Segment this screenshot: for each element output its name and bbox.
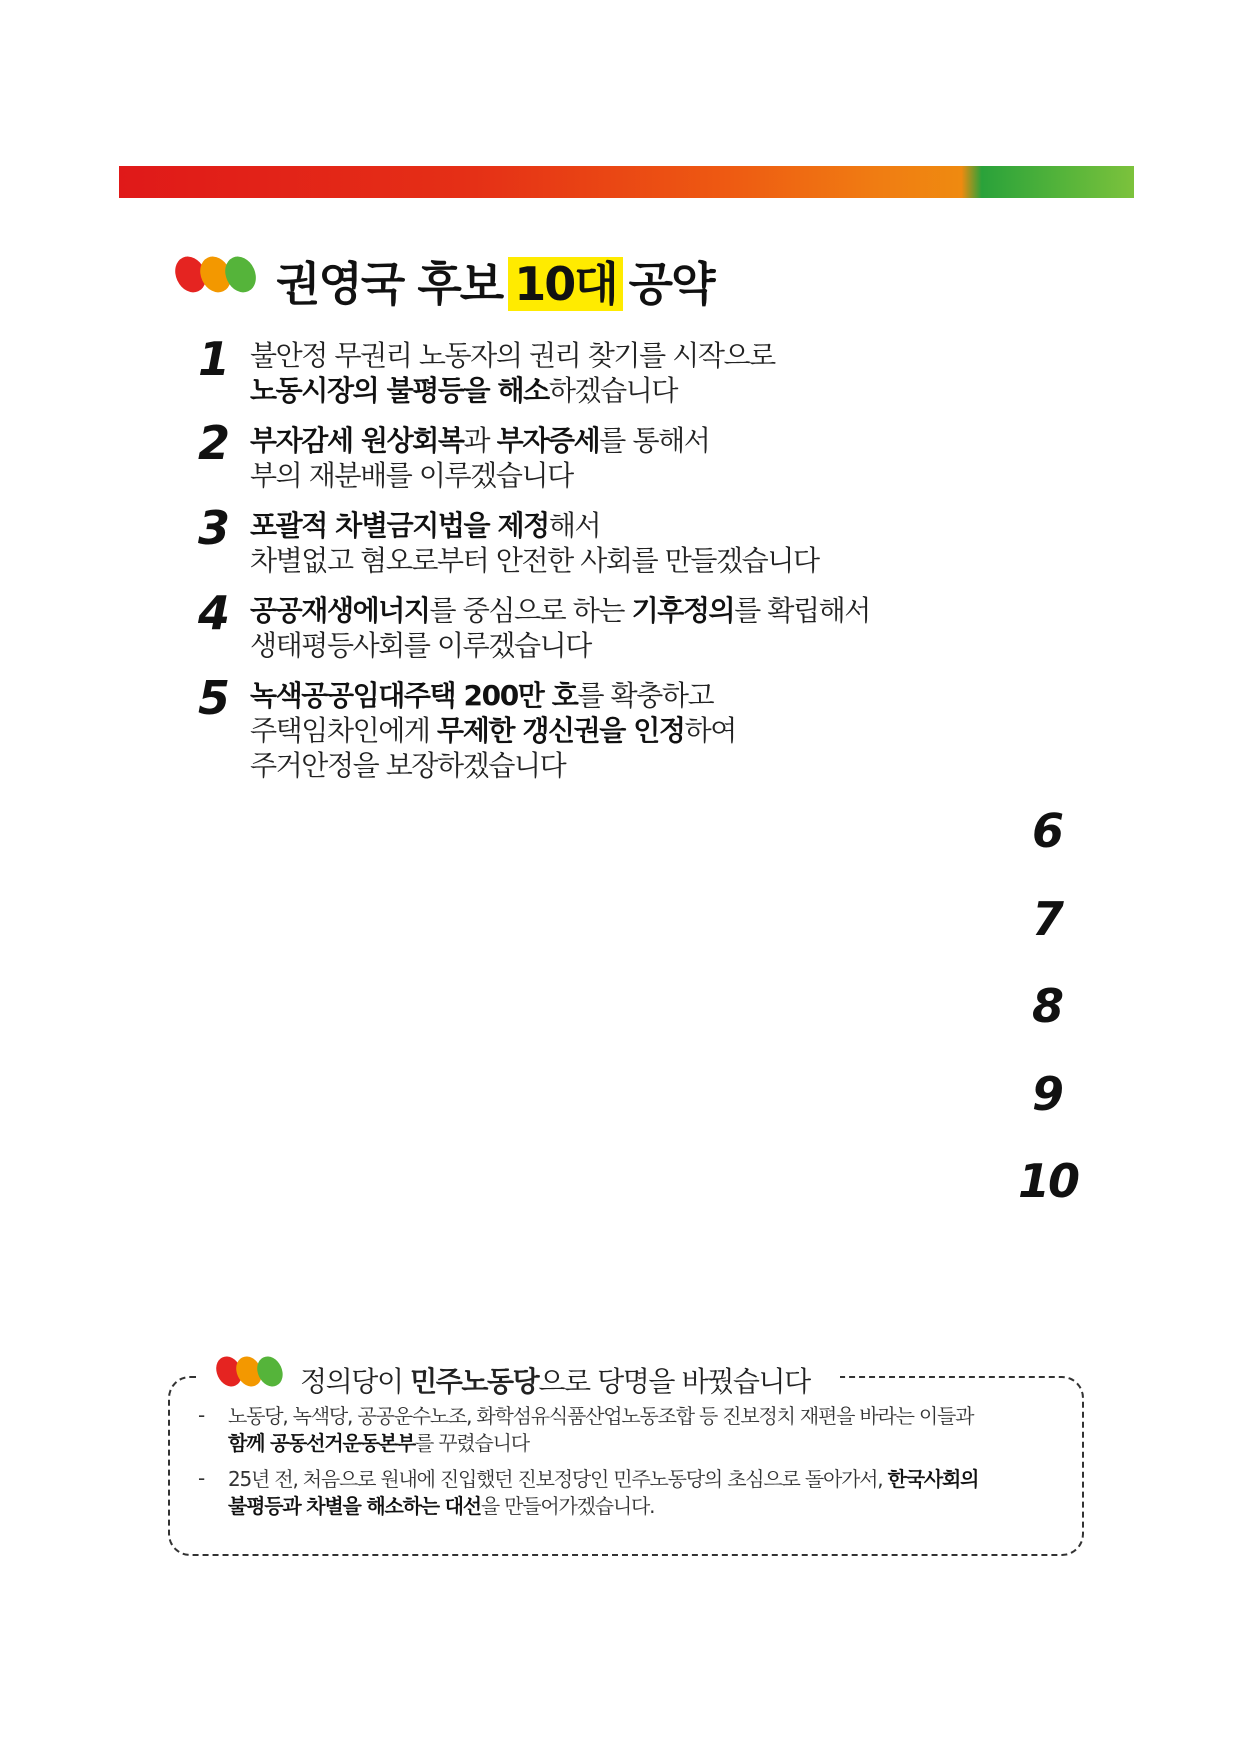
body-text: 을 만들어가겠습니다.	[480, 1494, 655, 1518]
body-text: 하겠습니다	[548, 374, 678, 407]
body-text: 하여	[684, 714, 736, 747]
body-text: 노동당, 녹색당, 공공운수노조, 화학섬유식품산업노동조합 등 진보정치 재편을 바라는 이들과	[228, 1404, 974, 1428]
pledge-text	[250, 593, 870, 663]
body-text: 정의당이	[300, 1365, 411, 1398]
pledge-number: 2	[198, 416, 229, 470]
emphasis-text: 한국사회의	[887, 1467, 979, 1491]
pledge-number: 3	[198, 501, 229, 555]
emphasis-text: 불평등과 차별을 해소하는 대선	[228, 1494, 481, 1518]
pledge-text	[250, 508, 819, 578]
emphasis-text: 함께 공동선거운동본부	[228, 1431, 415, 1455]
bullet-line	[228, 1403, 973, 1430]
emphasis-text: 녹색공공임대주택 200만 호	[250, 679, 578, 712]
body-text: 생태평등사회를 이루겠습니다	[250, 629, 591, 662]
emphasis-text: 포괄적 차별금지법을 제정	[250, 509, 549, 542]
bullet-line	[228, 1493, 978, 1520]
emphasis-text: 공공재생에너지	[250, 594, 430, 627]
pledge-line	[250, 423, 709, 458]
emphasis-text: 민주노동당	[410, 1365, 539, 1398]
body-text: 25년 전, 처음으로 원내에 진입했던 진보정당인 민주노동당의 초심으로 돌아가서,	[228, 1467, 888, 1491]
body-text: 주거안정을 보장하겠습니다	[250, 749, 566, 782]
pledge-text	[250, 423, 709, 493]
pledge-line	[250, 338, 775, 373]
pledge-line	[250, 593, 870, 628]
emphasis-text: 부자증세	[496, 424, 600, 457]
emphasis-text: 기후정의	[631, 594, 735, 627]
notice-bullet	[228, 1466, 978, 1520]
pledge-number: 5	[198, 671, 229, 725]
pledge-line	[250, 508, 819, 543]
pledge-text	[250, 678, 736, 783]
party-dots-icon	[176, 256, 256, 296]
pledge-line	[250, 713, 736, 748]
body-text: 를 확립해서	[734, 594, 870, 627]
bullet-line	[228, 1430, 973, 1457]
notice-bullet	[228, 1403, 973, 1457]
title-prefix: 권영국 후보	[276, 257, 503, 311]
pledge-number: 7	[1032, 892, 1063, 946]
bullet-dash: -	[198, 1466, 206, 1490]
body-text: 차별없고 혐오로부터 안전한 사회를 만들겠습니다	[250, 544, 819, 577]
body-text: 를 확충하고	[577, 679, 714, 712]
pledge-number: 10	[1018, 1154, 1079, 1208]
body-text: 해서	[548, 509, 601, 542]
body-text: 주택임차인에게	[250, 714, 438, 747]
bullet-dash: -	[198, 1403, 206, 1427]
emphasis-text: 무제한 갱신권을 인정	[437, 714, 685, 747]
notice-title	[300, 1360, 810, 1400]
pledge-line	[250, 678, 736, 713]
pledge-line	[250, 543, 819, 578]
pledge-number: 6	[1032, 804, 1063, 858]
body-text: 를 중심으로 하는	[429, 594, 632, 627]
emphasis-text: 부자감세 원상회복	[250, 424, 464, 457]
pledge-number: 9	[1032, 1067, 1063, 1121]
emphasis-text: 노동시장의 불평등을 해소	[250, 374, 549, 407]
body-text: 를 꾸렸습니다	[414, 1431, 529, 1455]
pledge-line	[250, 628, 870, 663]
title-suffix: 공약	[628, 257, 714, 311]
title-highlight: 10대	[508, 257, 622, 311]
party-dot	[252, 1352, 287, 1390]
body-text: 불안정 무권리 노동자의 권리 찾기를 시작으로	[250, 339, 775, 372]
body-text: 를 통해서	[599, 424, 710, 457]
pledge-line	[250, 458, 709, 493]
header-gradient-bar	[119, 166, 1134, 198]
pledge-line	[250, 373, 775, 408]
body-text: 부의 재분배를 이루겠습니다	[250, 459, 573, 492]
pledge-number: 8	[1032, 979, 1063, 1033]
pledge-number: 1	[198, 332, 229, 386]
pledge-text	[250, 338, 775, 408]
body-text: 으로 당명을 바꿨습니다	[538, 1365, 810, 1398]
bullet-line	[228, 1466, 978, 1493]
pledge-line	[250, 748, 736, 783]
pledge-number: 4	[198, 586, 229, 640]
party-dots-icon	[217, 1356, 283, 1390]
party-dot	[219, 252, 261, 298]
body-text: 과	[463, 424, 497, 457]
